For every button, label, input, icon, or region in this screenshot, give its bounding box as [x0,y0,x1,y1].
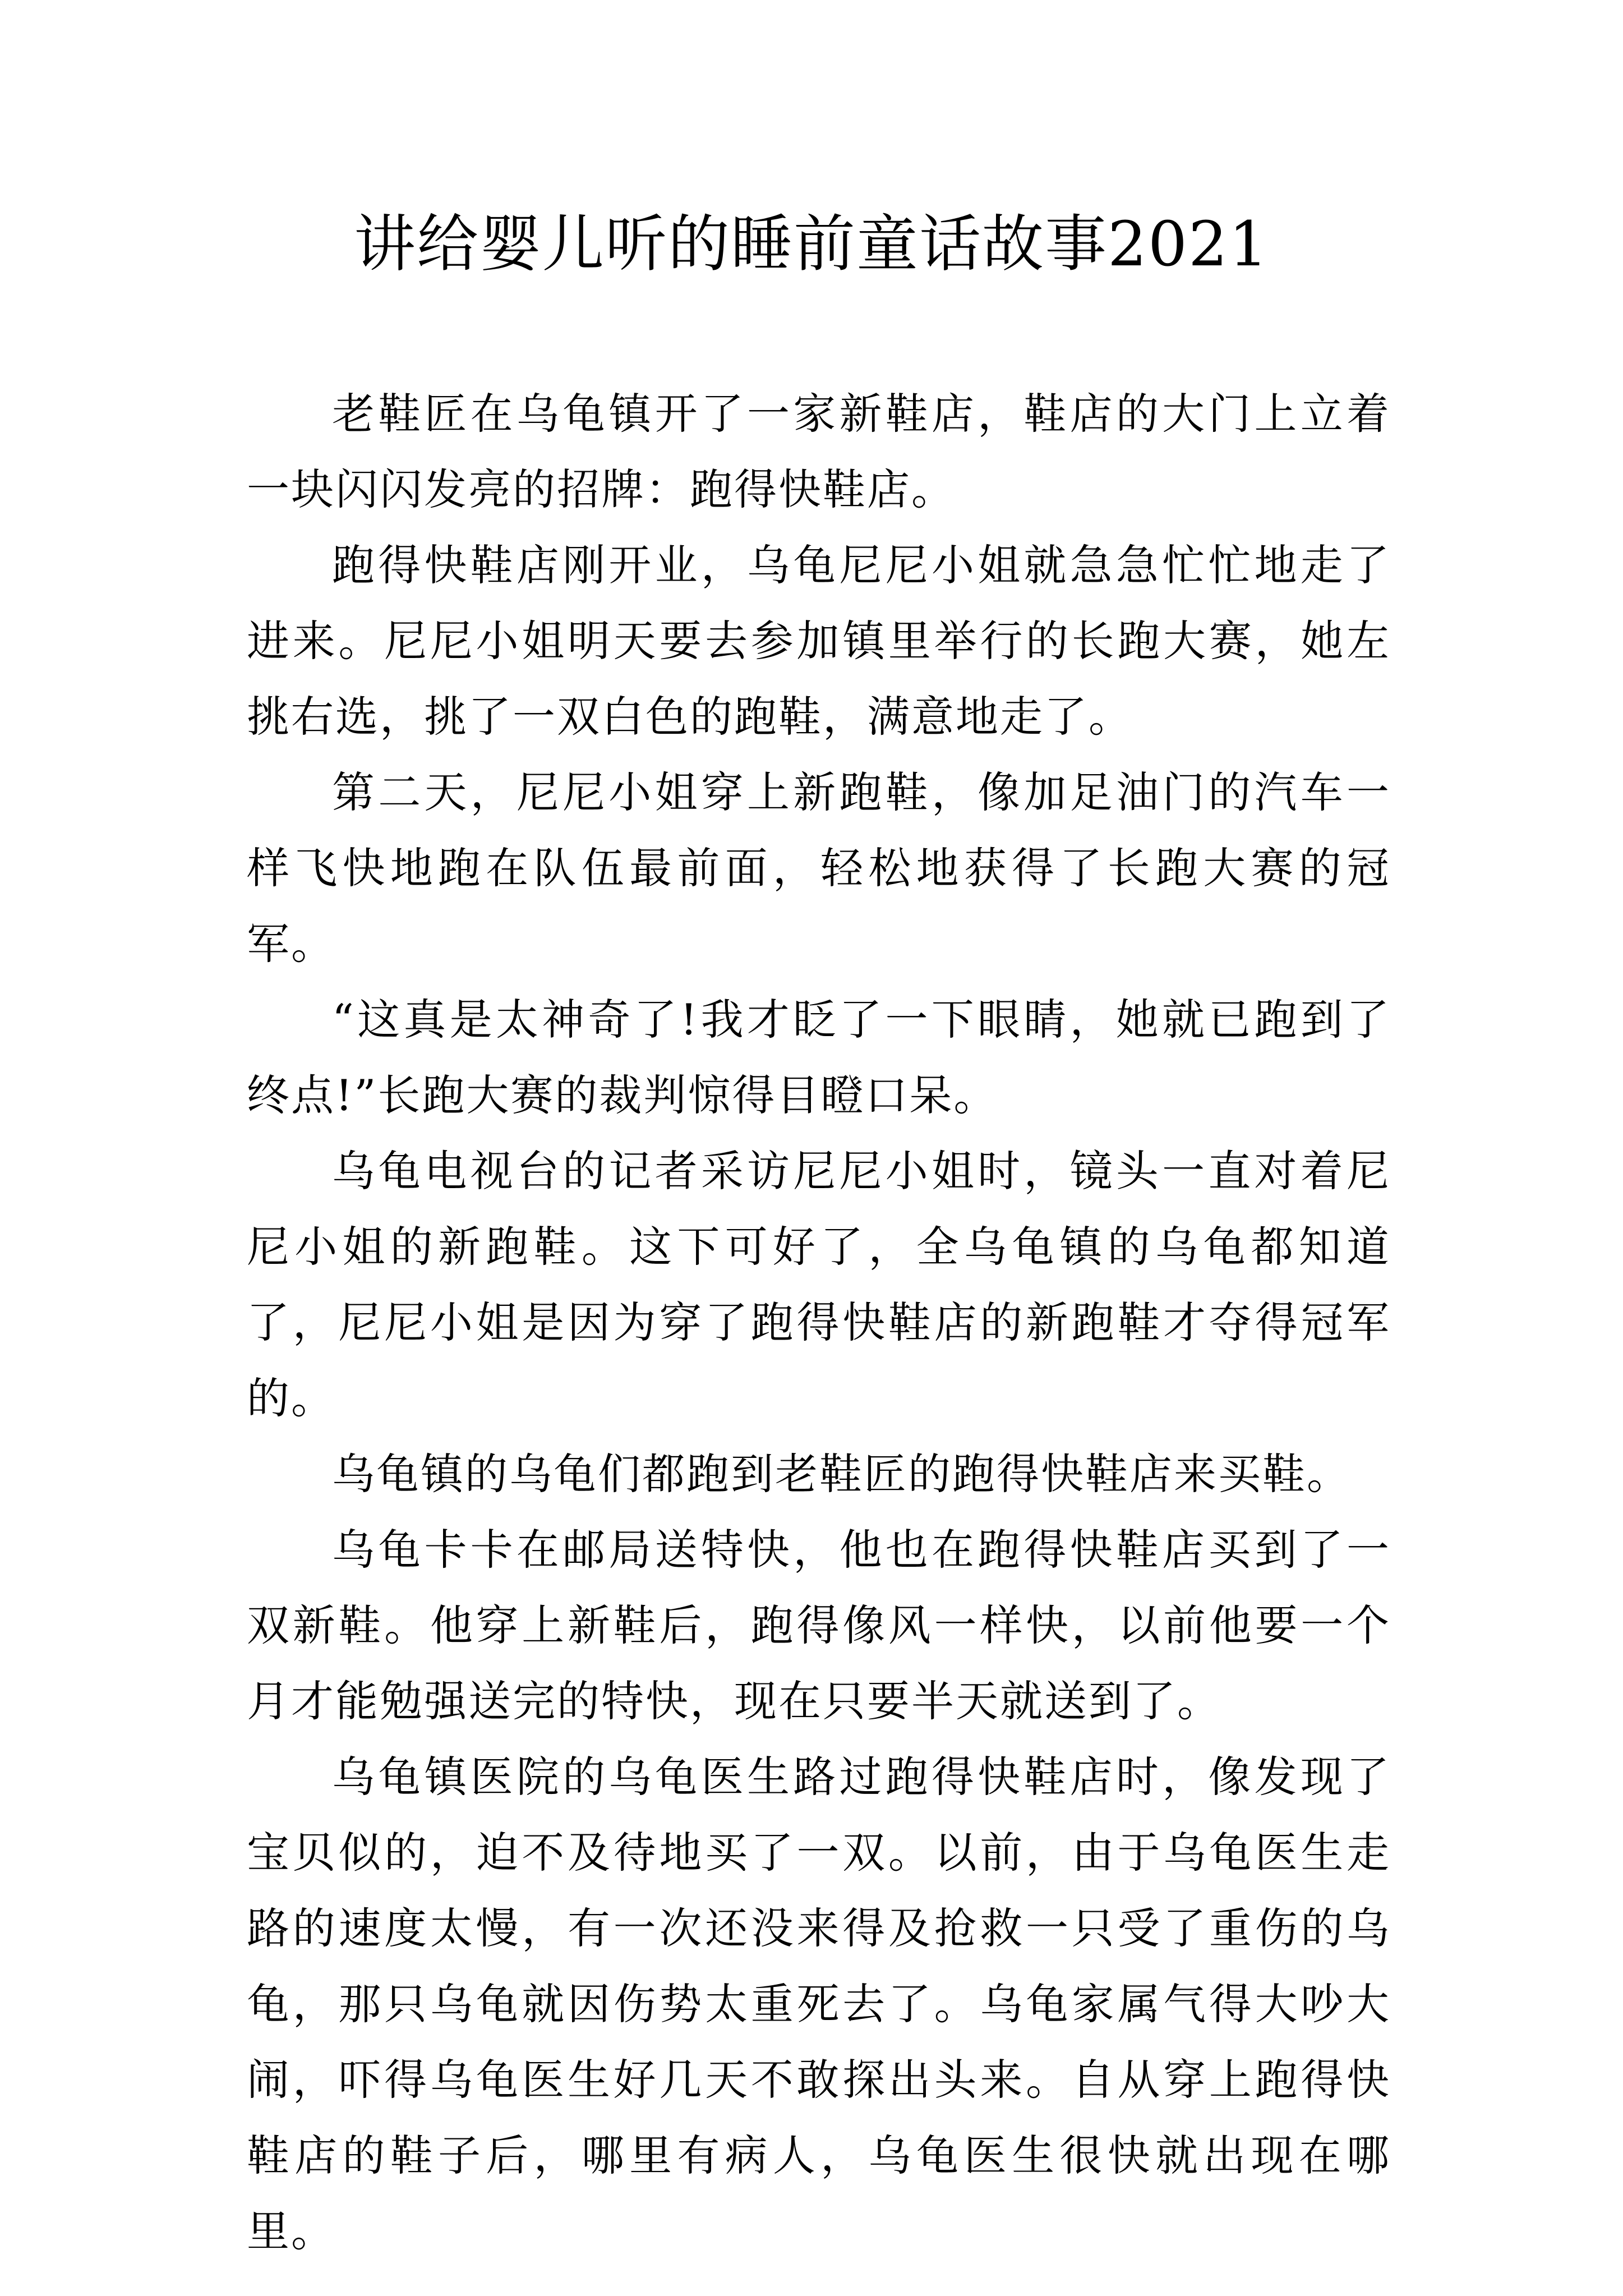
paragraph: 乌龟镇医院的乌龟医生路过跑得快鞋店时，像发现了宝贝似的，迫不及待地买了一双。以前，由于乌龟医生走路的速度太慢，有一次还没来得及抢救一只受了重伤的乌龟，那只乌龟就因伤势太重死去了。乌龟家属气得大吵大闹，吓得乌龟医生好几天不敢探出头来。自从穿上跑得快鞋店的鞋子后，哪里有病人，乌龟医生很快就出现在哪里。 [247,1752,1391,2256]
paragraph: 第二天，尼尼小姐穿上新跑鞋，像加足油门的汽车一样飞快地跑在队伍最前面，轻松地获得了长跑大赛的冠军。 [247,767,1391,969]
paragraph: 跑得快鞋店刚开业，乌龟尼尼小姐就急急忙忙地走了进来。尼尼小姐明天要去参加镇里举行的长跑大赛，她左挑右选，挑了一双白色的跑鞋，满意地走了。 [247,540,1391,742]
paragraph: “这真是太神奇了!我才眨了一下眼睛，她就已跑到了终点!”长跑大赛的裁判惊得目瞪口呆。 [247,995,1391,1120]
paragraph: 老鞋匠在乌龟镇开了一家新鞋店，鞋店的大门上立着一块闪闪发亮的招牌：跑得快鞋店。 [247,389,1391,514]
paragraph: 乌龟镇的乌龟们都跑到老鞋匠的跑得快鞋店来买鞋。 [332,1449,1351,1499]
document-title: 讲给婴儿听的睡前童话故事2021 [354,208,1269,280]
document-body [247,376,1391,2269]
paragraph: 乌龟电视台的记者采访尼尼小姐时，镜头一直对着尼尼小姐的新跑鞋。这下可好了，全乌龟镇的乌龟都知道了，尼尼小姐是因为穿了跑得快鞋店的新跑鞋才夺得冠军的。 [247,1146,1391,1423]
paragraph: 乌龟卡卡在邮局送特快，他也在跑得快鞋店买到了一双新鞋。他穿上新鞋后，跑得像风一样快，以前他要一个月才能勉强送完的特快，现在只要半天就送到了。 [247,1525,1391,1726]
